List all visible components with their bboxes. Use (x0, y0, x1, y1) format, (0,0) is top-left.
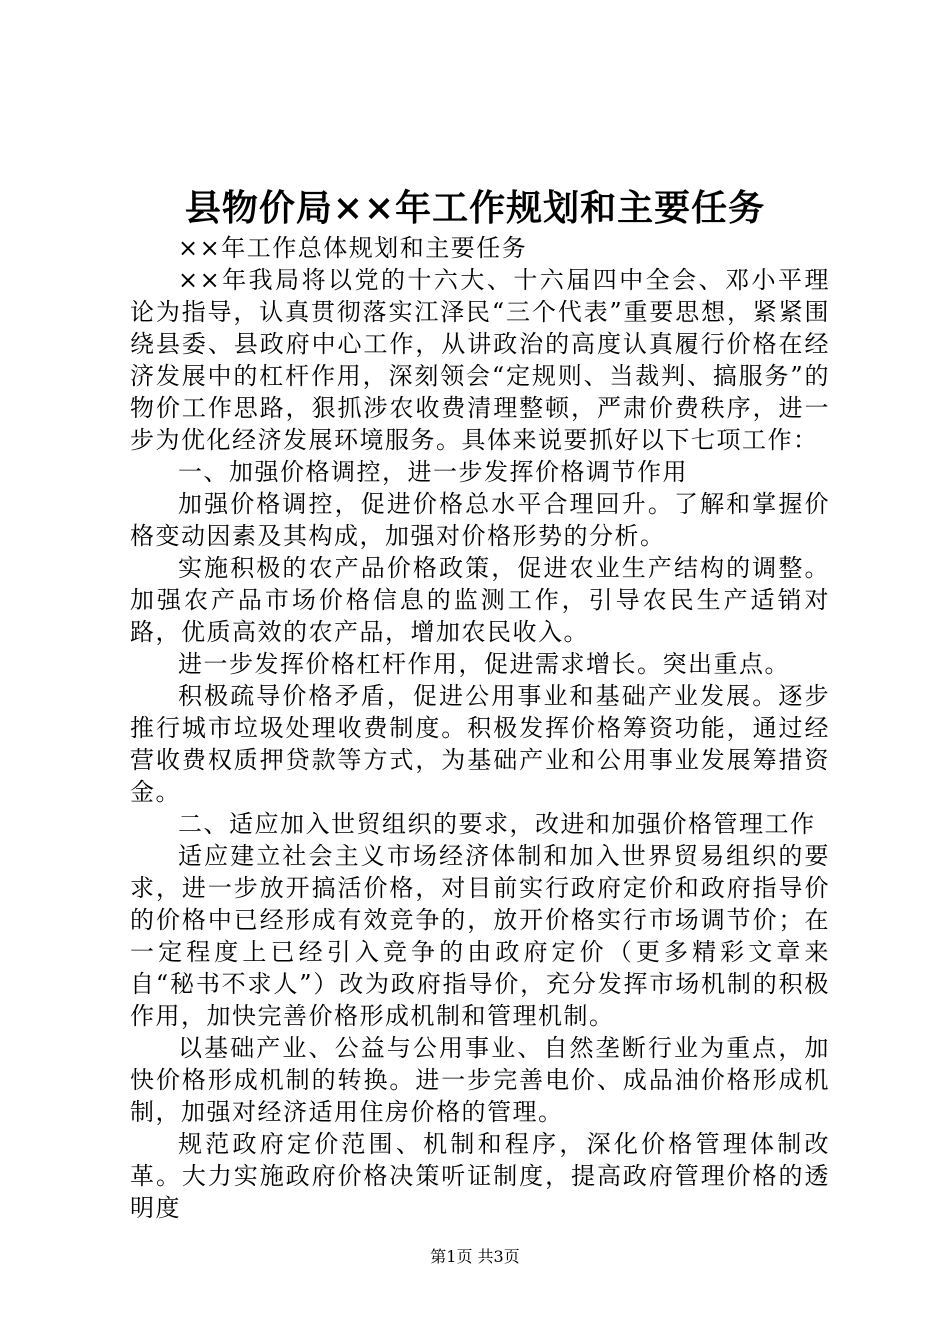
body-paragraph: 规范政府定价范围、机制和程序，深化价格管理体制改革。大力实施政府价格决策听证制度，提高政府管理价格的透明度 (130, 1130, 830, 1222)
body-paragraph: 适应建立社会主义市场经济体制和加入世界贸易组织的要求，进一步放开搞活价格，对目前实行政府定价和政府指导价的价格中已经形成有效竞争的，放开价格实行市场调节价；在一定程度上已经引入竞争的由政府定价（更多精彩文章来自“秘书不求人”）改为政府指导价，充分发挥市场机制的积极作用，加快完善价格形成机制和管理机制。 (130, 842, 830, 1030)
body-paragraph: 加强价格调控，促进价格总水平合理回升。了解和掌握价格变动因素及其构成，加强对价格形势的分析。 (130, 490, 830, 550)
body-paragraph: 进一步发挥价格杠杆作用，促进需求增长。突出重点。 (178, 650, 790, 678)
section-heading-1: 一、加强价格调控，进一步发挥价格调节作用 (178, 458, 688, 486)
section-heading-2: 二、适应加入世贸组织的要求，改进和加强价格管理工作 (178, 810, 816, 838)
body-paragraph: 以基础产业、公益与公用事业、自然垄断行业为重点，加快价格形成机制的转换。进一步完善电价、成品油价格形成机制，加强对经济适用住房价格的管理。 (130, 1034, 830, 1126)
section-subtitle: ××年工作总体规划和主要任务 (178, 234, 528, 262)
body-paragraph: 实施积极的农产品价格政策，促进农业生产结构的调整。加强农产品市场价格信息的监测工作，引导农民生产适销对路，优质高效的农产品，增加农民收入。 (130, 554, 830, 646)
page-number-footer: 第1页 共3页 (430, 1247, 520, 1266)
intro-paragraph: ××年我局将以党的十六大、十六届四中全会、邓小平理论为指导，认真贯彻落实江泽民“三个代表”重要思想，紧紧围绕县委、县政府中心工作，从讲政治的高度认真履行价格在经济发展中的杠杆作用，深刻领会“定规则、当裁判、搞服务”的物价工作思路，狠抓涉农收费清理整顿，严肃价费秩序，进一步为优化经济发展环境服务。具体来说要抓好以下七项工作： (130, 266, 830, 454)
document-title: 县物价局××年工作规划和主要任务 (184, 187, 766, 229)
document-body (130, 232, 830, 1224)
body-paragraph: 积极疏导价格矛盾，促进公用事业和基础产业发展。逐步推行城市垃圾处理收费制度。积极发挥价格筹资功能，通过经营收费权质押贷款等方式，为基础产业和公用事业发展筹措资金。 (130, 682, 830, 806)
